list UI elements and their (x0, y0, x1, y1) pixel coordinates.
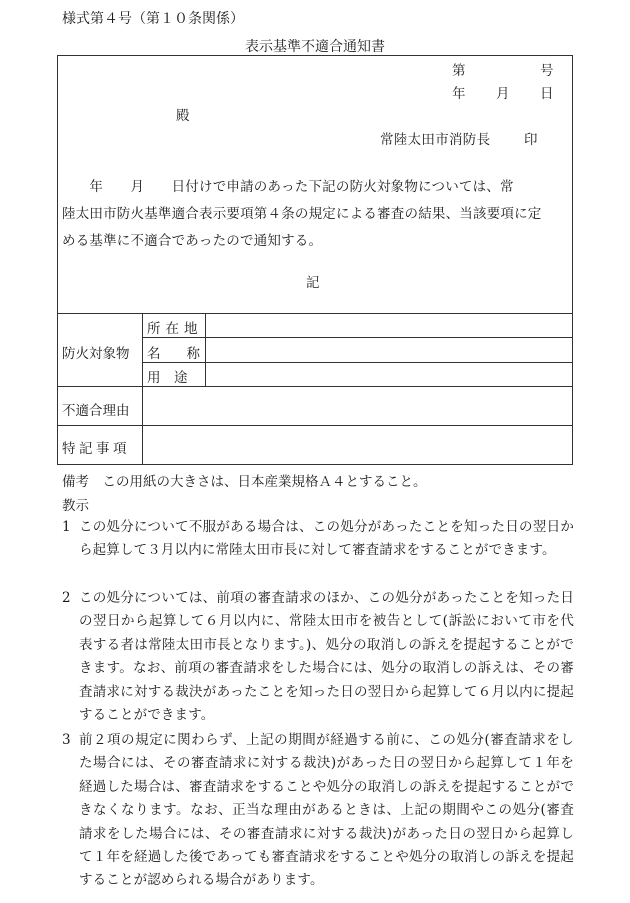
document-title: 表示基準不適合通知書 (245, 39, 385, 55)
instruction-item (62, 587, 574, 727)
row-divider-target (57, 386, 573, 387)
addressee: 殿 (176, 108, 190, 124)
notice-body (62, 174, 570, 255)
location-label: 所在地 (147, 321, 203, 337)
instruction-item (62, 729, 574, 893)
column-divider-label (142, 313, 143, 465)
date-day: 日 (540, 86, 554, 102)
reason-label: 不適合理由 (62, 403, 130, 419)
instruction-number: 2 (62, 590, 71, 606)
instruction-number: 3 (62, 732, 71, 748)
notice-frame (57, 55, 573, 465)
instruction-text: 前２項の規定に関わらず、上記の期間が経過する前に、この処分(審査請求をした場合には、その審査請求に対する裁決)があった日の翌日から起算して１年を経過した場合は、審査請求をすることや処分の取消しの訴えを提起することができなくなります。なお、正当な理由があるときは、上記の期間やこの処分(審査請求をした場合には、その審査請求に対する裁決)があった日の翌日から起算して１年を経過した後であっても審査請求をすることや処分の取消しの訴えを提起することが認められる場合があります。 (79, 732, 574, 889)
notice-body-line: める基準に不適合であったので通知する。 (62, 233, 323, 249)
table-top-rule (57, 313, 573, 314)
row-divider-name (142, 362, 573, 363)
form-number: 様式第４号（第１０条関係） (62, 11, 244, 27)
number-label: 第 (452, 63, 466, 79)
instruction-item (62, 516, 574, 563)
row-divider-location (142, 337, 573, 338)
remark: 備考 この用紙の大きさは、日本産業規格Ａ４とすること。 (62, 474, 427, 490)
number-suffix: 号 (540, 63, 554, 79)
instruction-title: 教示 (62, 498, 89, 514)
notice-body-line: 陸太田市防火基準適合表示要項第４条の規定による審査の結果、当該要項に定 (62, 206, 542, 222)
row-divider-reason (57, 425, 573, 426)
sender: 常陸太田市消防長 (380, 132, 491, 148)
use-label: 用 途 (147, 370, 188, 386)
target-label: 防火対象物 (62, 346, 130, 362)
instruction-text: この処分について不服がある場合は、この処分があったことを知った日の翌日から起算して３月以内に常陸太田市長に対して審査請求をすることができます。 (79, 519, 574, 559)
notes-label: 特記事項 (62, 441, 130, 457)
instruction-number: 1 (62, 519, 71, 535)
date-year: 年 (452, 86, 466, 102)
name-label-char: 名 (147, 346, 161, 362)
ki-label: 記 (306, 275, 320, 291)
instruction-text: この処分については、前項の審査請求のほか、この処分があったことを知った日の翌日から起算して６月以内に、常陸太田市を被告として(訴訟において市を代表する者は常陸太田市長となります。)、処分の取消しの訴えを提起することができます。なお、前項の審査請求をした場合には、処分の取消しの訴えは、その審査請求に対する裁決があったことを知った日の翌日から起算して６月以内に提起することができます。 (79, 590, 574, 724)
name-label-char: 称 (186, 346, 200, 362)
notice-body-line: 年 月 日付けで申請のあった下記の防火対象物については、常 (62, 179, 514, 195)
column-divider-sublabel (205, 313, 206, 386)
seal-mark: 印 (524, 132, 538, 148)
name-label (147, 342, 205, 362)
date-month: 月 (496, 86, 510, 102)
